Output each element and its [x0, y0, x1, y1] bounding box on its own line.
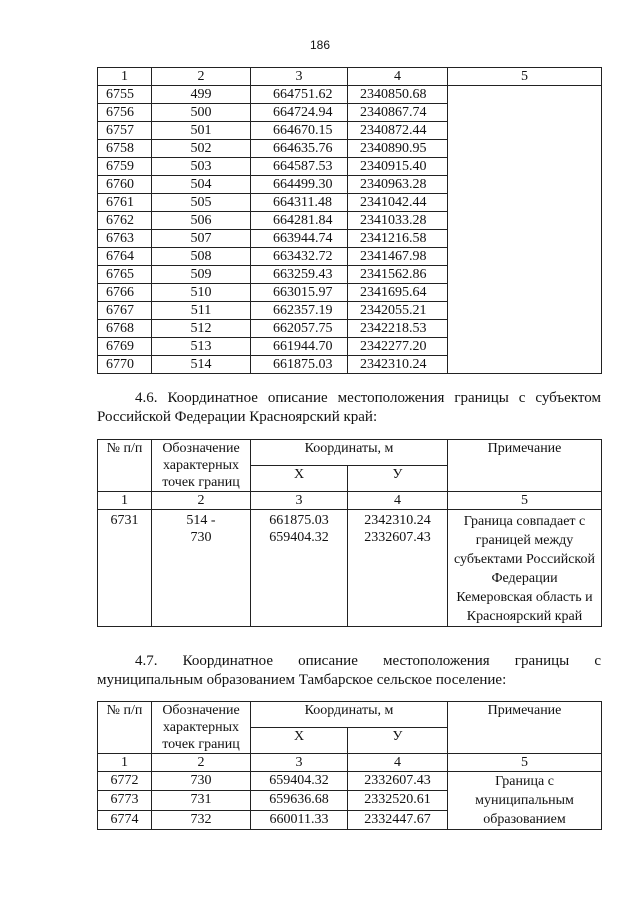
column-number-2: 2 [152, 68, 251, 86]
row-num: 6760 [98, 176, 152, 194]
col-num-2: 2 [152, 754, 251, 772]
row-x: 664751.62 [251, 86, 348, 104]
col-num-3: 3 [251, 492, 348, 510]
row-num: 6757 [98, 122, 152, 140]
row-x-line2: 659404.32 [269, 530, 329, 545]
header-coordinates: Координаты, м [251, 440, 448, 466]
row-num: 6762 [98, 212, 152, 230]
coordinates-table-continued [97, 67, 602, 374]
header-note: Примечание [448, 702, 602, 754]
row-y: 2341033.28 [348, 212, 448, 230]
row-num: 6763 [98, 230, 152, 248]
row-y: 2341216.58 [348, 230, 448, 248]
row-x: 663015.97 [251, 284, 348, 302]
row-point: 730 [152, 772, 251, 791]
header-num: № п/п [98, 702, 152, 754]
row-y: 2340890.95 [348, 140, 448, 158]
col-num-2: 2 [152, 492, 251, 510]
header-note: Примечание [448, 440, 602, 492]
row-point: 732 [152, 810, 251, 829]
header-y: У [348, 728, 448, 754]
section-4-6-paragraph [97, 389, 601, 427]
row-y: 2341562.86 [348, 266, 448, 284]
row-point: 501 [152, 122, 251, 140]
row-point: 513 [152, 338, 251, 356]
column-number-1: 1 [98, 68, 152, 86]
row-point: 502 [152, 140, 251, 158]
row-y: 2341695.64 [348, 284, 448, 302]
row-y [348, 510, 448, 627]
row-num: 6768 [98, 320, 152, 338]
header-y: У [348, 466, 448, 492]
row-y: 2332447.67 [348, 810, 448, 829]
row-point: 508 [152, 248, 251, 266]
row-x: 662057.75 [251, 320, 348, 338]
col-num-5: 5 [448, 754, 602, 772]
col-num-4: 4 [348, 492, 448, 510]
col-num-3: 3 [251, 754, 348, 772]
row-point: 512 [152, 320, 251, 338]
header-x: Х [251, 466, 348, 492]
row-x: 664635.76 [251, 140, 348, 158]
row-points-line2: 730 [190, 530, 212, 545]
header-designation: Обозначение характерных точек границ [152, 440, 251, 492]
row-point: 514 [152, 356, 251, 374]
row-point: 507 [152, 230, 251, 248]
row-note: Граница совпадает с границей между субъектами Российской Федерации Кемеровская область и Красноярский край [448, 510, 602, 627]
row-point: 511 [152, 302, 251, 320]
section-4-7-line1: 4.7. Координатное описание местоположения границы с [135, 653, 601, 669]
row-point: 505 [152, 194, 251, 212]
row-note: Граница с муниципальным образованием [448, 772, 602, 830]
table-row [98, 86, 602, 104]
tambar-border-table [97, 701, 602, 830]
row-x: 664587.53 [251, 158, 348, 176]
row-y: 2342277.20 [348, 338, 448, 356]
row-y-line2: 2332607.43 [364, 530, 431, 545]
section-4-7-line2: муниципальным образованием Тамбарское сельское поселение: [97, 672, 507, 688]
row-x-line1: 661875.03 [269, 513, 329, 528]
row-point: 503 [152, 158, 251, 176]
row-points-line1: 514 - [186, 513, 216, 528]
row-x: 664281.84 [251, 212, 348, 230]
row-num: 6769 [98, 338, 152, 356]
row-y: 2340915.40 [348, 158, 448, 176]
row-y: 2340867.74 [348, 104, 448, 122]
row-x: 664499.30 [251, 176, 348, 194]
row-x: 659636.68 [251, 791, 348, 810]
row-num: 6772 [98, 772, 152, 791]
row-x: 661944.70 [251, 338, 348, 356]
row-x [251, 510, 348, 627]
row-num: 6755 [98, 86, 152, 104]
row-num: 6764 [98, 248, 152, 266]
row-x: 663432.72 [251, 248, 348, 266]
header-x: Х [251, 728, 348, 754]
row-y: 2342310.24 [348, 356, 448, 374]
row-y: 2342218.53 [348, 320, 448, 338]
row-num: 6731 [98, 510, 152, 627]
row-point: 499 [152, 86, 251, 104]
header-num: № п/п [98, 440, 152, 492]
header-coordinates: Координаты, м [251, 702, 448, 728]
row-note-empty [448, 86, 602, 374]
row-num: 6767 [98, 302, 152, 320]
row-num: 6773 [98, 791, 152, 810]
col-num-1: 1 [98, 492, 152, 510]
table-header-row [98, 68, 602, 86]
row-y: 2340872.44 [348, 122, 448, 140]
column-number-4: 4 [348, 68, 448, 86]
row-num: 6770 [98, 356, 152, 374]
row-x: 663944.74 [251, 230, 348, 248]
row-point: 506 [152, 212, 251, 230]
section-4-6-line2: Российской Федерации Красноярский край: [97, 409, 378, 425]
row-point: 509 [152, 266, 251, 284]
row-y: 2342055.21 [348, 302, 448, 320]
section-4-6-line1: 4.6. Координатное описание местоположения границы с субъектом [135, 390, 601, 406]
row-y: 2340963.28 [348, 176, 448, 194]
krasnoyarsk-border-table [97, 439, 602, 627]
row-num: 6774 [98, 810, 152, 829]
row-x: 659404.32 [251, 772, 348, 791]
header-designation: Обозначение характерных точек границ [152, 702, 251, 754]
row-x: 663259.43 [251, 266, 348, 284]
row-point: 504 [152, 176, 251, 194]
row-point: 731 [152, 791, 251, 810]
row-point: 500 [152, 104, 251, 122]
row-x: 664311.48 [251, 194, 348, 212]
row-y: 2341467.98 [348, 248, 448, 266]
row-num: 6759 [98, 158, 152, 176]
column-number-5: 5 [448, 68, 602, 86]
row-num: 6766 [98, 284, 152, 302]
row-num: 6758 [98, 140, 152, 158]
row-num: 6756 [98, 104, 152, 122]
col-num-5: 5 [448, 492, 602, 510]
column-number-3: 3 [251, 68, 348, 86]
row-x: 664724.94 [251, 104, 348, 122]
row-y: 2332520.61 [348, 791, 448, 810]
col-num-1: 1 [98, 754, 152, 772]
page-number: 186 [309, 38, 331, 52]
row-y: 2341042.44 [348, 194, 448, 212]
row-x: 662357.19 [251, 302, 348, 320]
row-x: 664670.15 [251, 122, 348, 140]
row-point: 510 [152, 284, 251, 302]
row-num: 6765 [98, 266, 152, 284]
row-y: 2332607.43 [348, 772, 448, 791]
col-num-4: 4 [348, 754, 448, 772]
section-4-7-paragraph [97, 652, 601, 690]
row-num: 6761 [98, 194, 152, 212]
row-x: 661875.03 [251, 356, 348, 374]
row-x: 660011.33 [251, 810, 348, 829]
row-y: 2340850.68 [348, 86, 448, 104]
row-points [152, 510, 251, 627]
row-y-line1: 2342310.24 [364, 513, 431, 528]
